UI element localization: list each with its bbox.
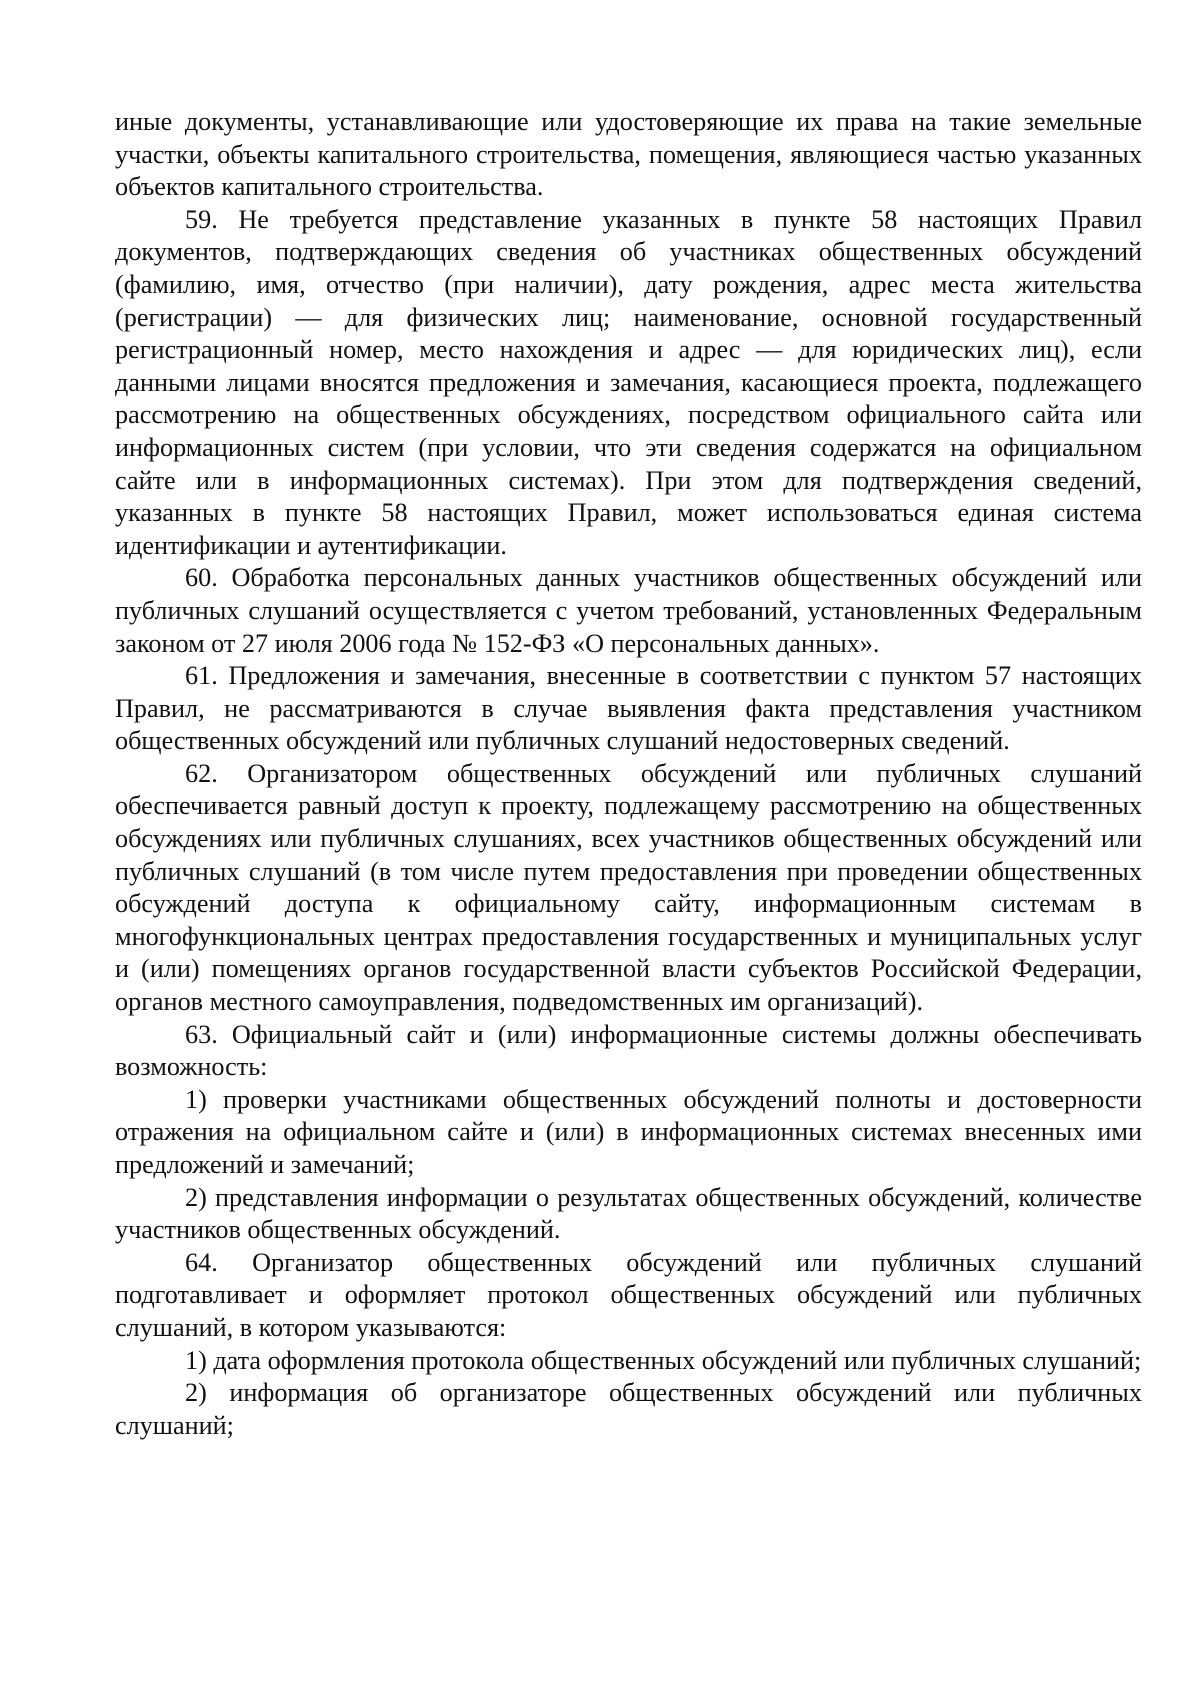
paragraph-60: 60. Обработка персональных данных участников общественных обсуждений или публичных слушаний осуществляется с учетом требований, установленных Федеральным законом от 27 июля 2006 года № 152-ФЗ «О персональных данных». — [115, 563, 1142, 658]
list-item-64-2: 2) информация об организаторе общественных обсуждений или публичных слушаний; — [115, 1378, 1142, 1440]
document-page — [115, 106, 1142, 1442]
paragraph-62: 62. Организатором общественных обсуждений или публичных слушаний обеспечивается равный доступ к проекту, подлежащему рассмотрению на общественных обсуждениях или публичных слушаниях, всех участников общественных обсуждений или публичных слушаний (в том числе путем предоставления при проведении общественных обсуждений доступа к официальному сайту, информационным системам в многофункциональных центрах предоставления государственных и муниципальных услуг и (или) помещениях органов государственной власти субъектов Российской Федерации, органов местного самоуправления, подведомственных им организаций). — [115, 758, 1142, 1017]
list-item-64-1: 1) дата оформления протокола общественных обсуждений или публичных слушаний; — [185, 1345, 1142, 1375]
list-item-63-1: 1) проверки участниками общественных обсуждений полноты и достоверности отражения на официальном сайте и (или) в информационных системах внесенных ими предложений и замечаний; — [115, 1084, 1142, 1179]
paragraph-59: 59. Не требуется представление указанных в пункте 58 настоящих Правил документов, подтверждающих сведения об участниках общественных обсуждений (фамилию, имя, отчество (при наличии), дату рождения, адрес места жительства (регистрации) — для физических лиц; наименование, основной государственный регистрационный номер, место нахождения и адрес — для юридических лиц), если данными лицами вносятся предложения и замечания, касающиеся проекта, подлежащего рассмотрению на общественных обсуждениях, посредством официального сайта или информационных систем (при условии, что эти сведения содержатся на официальном сайте или в информационных системах). При этом для подтверждения сведений, указанных в пункте 58 настоящих Правил, может использоваться единая система идентификации и аутентификации. — [115, 204, 1142, 560]
list-item-63-2: 2) представления информации о результатах общественных обсуждений, количестве участников общественных обсуждений. — [115, 1182, 1142, 1245]
paragraph-64: 64. Организатор общественных обсуждений или публичных слушаний подготавливает и оформляет протокол общественных обсуждений или публичных слушаний, в котором указываются: — [115, 1247, 1142, 1342]
paragraph-63: 63. Официальный сайт и (или) информационные системы должны обеспечивать возможность: — [115, 1019, 1142, 1082]
paragraph-continuation: иные документы, устанавливающие или удостоверяющие их права на такие земельные участки, объекты капитального строительства, помещения, являющиеся частью указанных объектов капитального строительства. — [115, 107, 1142, 202]
paragraph-61: 61. Предложения и замечания, внесенные в соответствии с пунктом 57 настоящих Правил, не рассматриваются в случае выявления факта представления участником общественных обсуждений или публичных слушаний недостоверных сведений. — [115, 661, 1142, 756]
